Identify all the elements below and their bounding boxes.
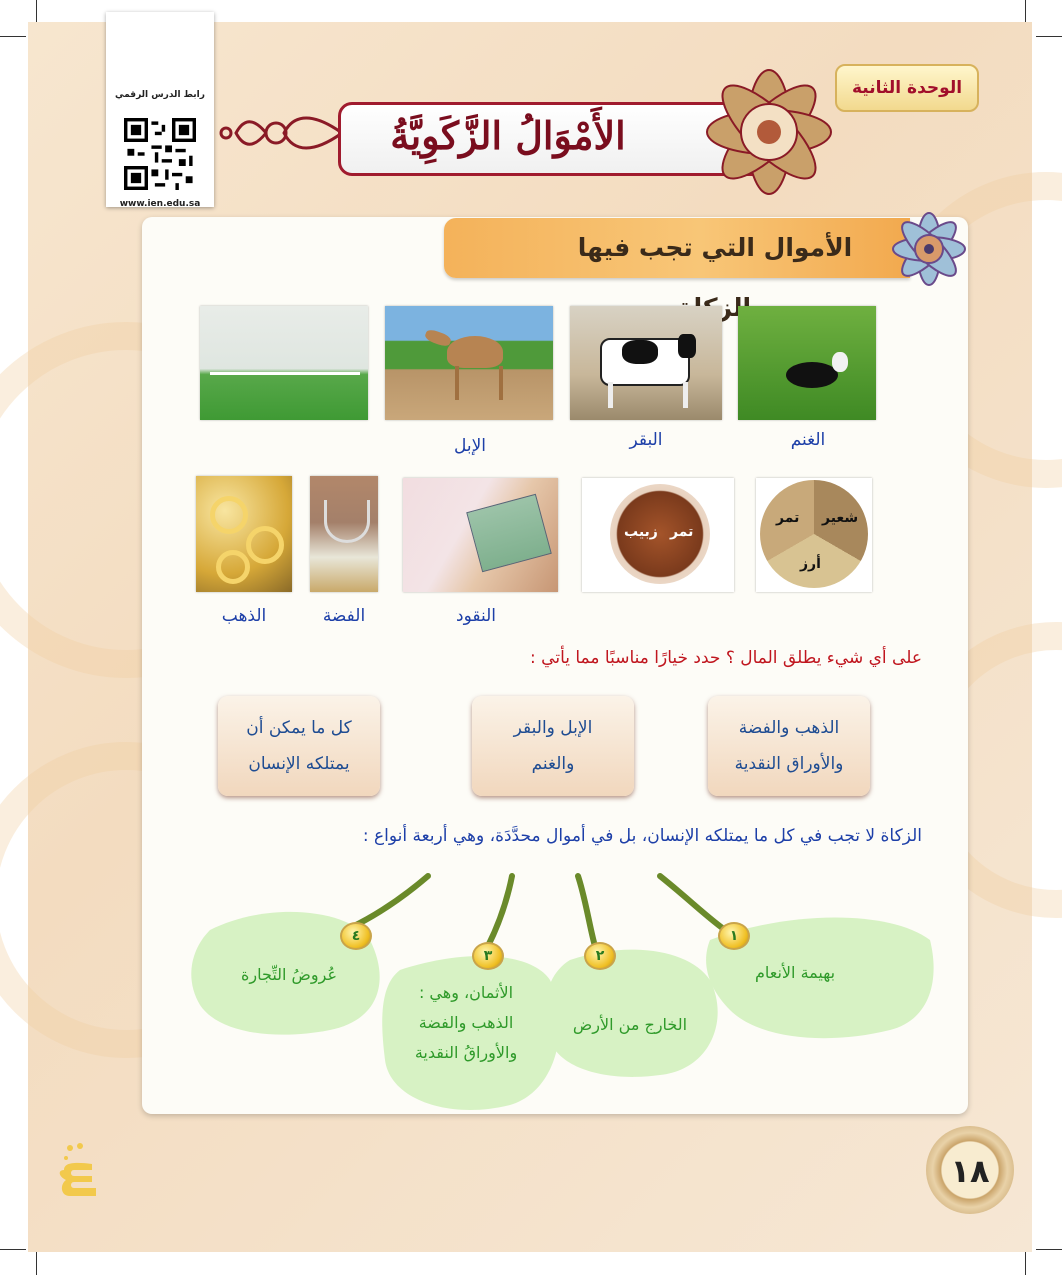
gold-ring xyxy=(246,526,284,564)
unit-label: الوحدة الثانية xyxy=(835,64,979,112)
type-crops xyxy=(550,1010,710,1040)
photo-dates-raisins xyxy=(582,478,734,592)
question-text: على أي شيء يطلق المال ؟ حدد خيارًا مناسبًا مما يأتي : xyxy=(530,648,922,668)
cow-spot xyxy=(622,340,658,364)
photo-gold xyxy=(196,476,292,592)
section-title: الأموال التي تجب فيها xyxy=(577,233,853,262)
gold-ring xyxy=(210,496,248,534)
photo-caption: الإبل xyxy=(453,436,487,456)
crop-mark xyxy=(1025,1252,1026,1275)
sheep-shape xyxy=(786,362,838,388)
arabesque-ornament-icon xyxy=(214,108,342,158)
qr-card[interactable] xyxy=(106,12,214,207)
photo-cow xyxy=(570,306,722,420)
type-line: الخارج من الأرض xyxy=(572,1015,688,1034)
grain-label: تمر xyxy=(776,510,800,526)
crop-mark xyxy=(1036,1249,1062,1250)
photo-caption: الفضة xyxy=(322,606,366,626)
type-line: والأوراقُ النقدية xyxy=(414,1043,518,1062)
grain-label: أرز xyxy=(800,556,821,572)
type-currencies xyxy=(386,978,546,1068)
photo-caption: البقر xyxy=(629,430,663,450)
grain-label: شعير xyxy=(822,510,859,526)
choice-line: والغنم xyxy=(531,754,575,774)
type-number-badge: ٤ xyxy=(340,922,372,950)
photo-banknotes xyxy=(403,478,558,592)
choice-line: الذهب والفضة xyxy=(738,718,840,738)
type-line: الأثمان، وهي : xyxy=(418,983,514,1002)
qr-caption: رابط الدرس الرقمي xyxy=(115,90,205,100)
type-line: بهيمة الأنعام xyxy=(754,963,836,982)
page-number: ١٨ xyxy=(950,1152,990,1190)
leaf-stems xyxy=(350,876,728,950)
photo-caption: الغنم xyxy=(790,430,826,450)
camel-body xyxy=(447,336,503,368)
crop-mark xyxy=(0,36,26,37)
choice-line: يمتلكه الإنسان xyxy=(248,754,350,774)
qr-url[interactable]: www.ien.edu.sa xyxy=(119,199,201,209)
type-livestock xyxy=(720,958,870,988)
statement-text: الزكاة لا تجب في كل ما يمتلكه الإنسان، بل في أموال محدَّدَة، وهي أربعة أنواع : xyxy=(362,826,922,846)
photo-camel xyxy=(385,306,553,420)
page-title: الأَمْوَالُ الزَّكَوِيَّةُ xyxy=(390,113,626,158)
photo-crops-field xyxy=(200,306,368,420)
decorative-flower-icon xyxy=(694,62,844,202)
crop-mark xyxy=(0,1249,26,1250)
photo-caption: النقود xyxy=(456,606,496,626)
photo-caption: الذهب xyxy=(221,606,267,626)
crop-mark xyxy=(36,1252,37,1275)
banknotes xyxy=(466,494,552,573)
camel-neck xyxy=(424,328,453,348)
raisin-label: زبيب xyxy=(624,524,658,540)
choice-line: كل ما يمكن أن xyxy=(246,718,352,738)
sheep-head xyxy=(832,352,848,372)
type-number-badge: ٣ xyxy=(472,942,504,970)
type-trade-goods xyxy=(214,960,364,990)
choice-line: الإبل والبقر xyxy=(513,718,593,738)
cow-head xyxy=(678,334,696,358)
cow-legs xyxy=(608,382,688,408)
gold-ring xyxy=(216,550,250,584)
page-number-badge xyxy=(926,1126,1014,1214)
photo-sheep xyxy=(738,306,876,420)
crop-mark xyxy=(1036,36,1062,37)
type-number-badge: ١ xyxy=(718,922,750,950)
type-line: عُروضُ التِّجارة xyxy=(241,965,337,984)
zakat-types-diagram xyxy=(150,870,950,1120)
irrigation-pivot xyxy=(210,372,360,375)
camel-legs xyxy=(455,366,503,400)
choice-line: والأوراق النقدية xyxy=(734,754,844,774)
dates-label: تمر xyxy=(670,524,694,540)
ien-logo-icon xyxy=(56,1140,106,1210)
type-number-badge: ٢ xyxy=(584,942,616,970)
type-line: الذهب والفضة xyxy=(418,1013,514,1032)
photo-silver xyxy=(310,476,378,592)
qr-code-icon[interactable] xyxy=(124,118,196,190)
decorative-flower-icon xyxy=(888,210,970,288)
silver-necklace xyxy=(324,500,370,543)
choice-everything-owned[interactable] xyxy=(218,696,380,796)
photo-grains xyxy=(756,478,872,592)
choice-gold-silver-cash[interactable] xyxy=(708,696,870,796)
choice-livestock[interactable] xyxy=(472,696,634,796)
